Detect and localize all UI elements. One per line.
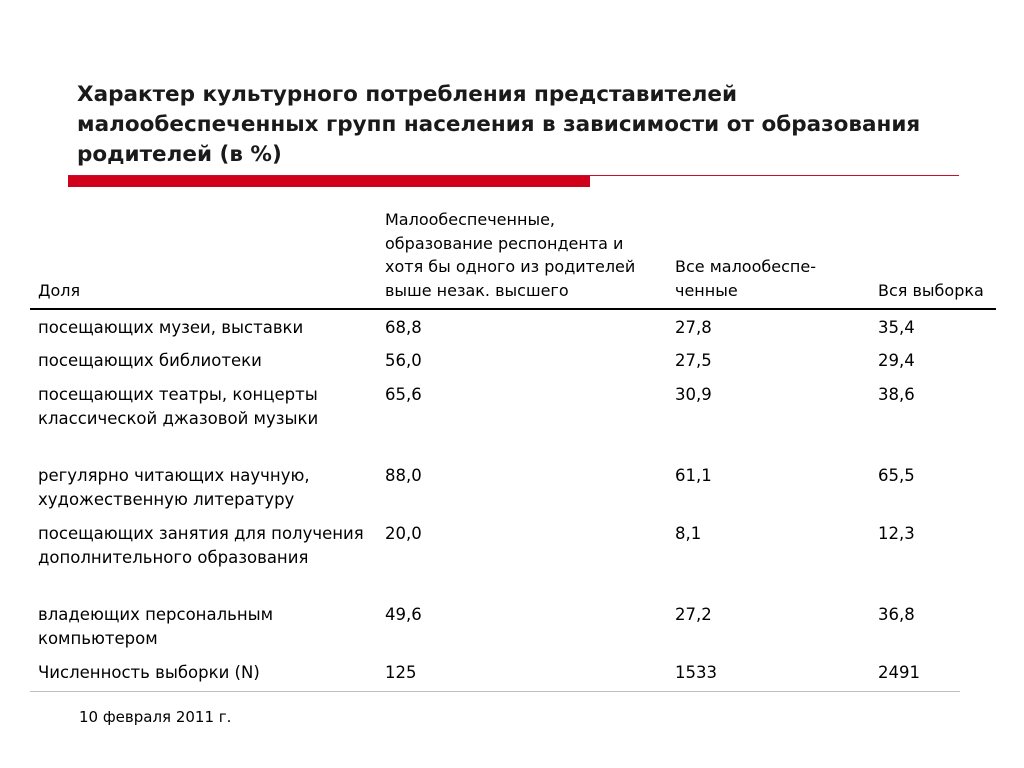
value-all-low-income: 1533 xyxy=(675,663,717,682)
value-whole-sample: 36,8 xyxy=(878,605,915,624)
value-low-income-educated: 68,8 xyxy=(385,318,422,337)
table-row xyxy=(30,310,996,343)
value-whole-sample: 12,3 xyxy=(878,524,915,543)
value-whole-sample: 38,6 xyxy=(878,385,915,404)
value-whole-sample: 2491 xyxy=(878,663,920,682)
header-low-income-educated: Малообеспеченные, образование респондента и хотя бы одного из родителей выше незак. высшего xyxy=(385,210,636,300)
value-low-income-educated: 49,6 xyxy=(385,605,422,624)
value-low-income-educated: 20,0 xyxy=(385,524,422,543)
value-whole-sample: 29,4 xyxy=(878,351,915,370)
row-label: регулярно читающих научную, художественную литературу xyxy=(38,466,310,509)
row-label: Численность выборки (N) xyxy=(38,663,260,682)
table-row xyxy=(30,377,996,458)
table-row xyxy=(30,597,996,655)
row-label: посещающих музеи, выставки xyxy=(38,318,304,337)
header-share: Доля xyxy=(38,280,81,300)
table-header xyxy=(30,190,996,310)
row-label: владеющих персональным компьютером xyxy=(38,605,274,648)
row-label: посещающих театры, концерты классической джазовой музыки xyxy=(38,385,319,428)
data-table xyxy=(30,190,996,692)
value-all-low-income: 30,9 xyxy=(675,385,712,404)
value-whole-sample: 65,5 xyxy=(878,466,915,485)
value-low-income-educated: 56,0 xyxy=(385,351,422,370)
value-all-low-income: 27,8 xyxy=(675,318,712,337)
value-whole-sample: 35,4 xyxy=(878,318,915,337)
header-whole-sample: Вся выборка xyxy=(878,280,984,300)
value-all-low-income: 61,1 xyxy=(675,466,712,485)
title-accent-bar xyxy=(68,176,590,187)
value-all-low-income: 27,5 xyxy=(675,351,712,370)
table-body xyxy=(30,310,996,692)
value-low-income-educated: 125 xyxy=(385,663,417,682)
value-low-income-educated: 88,0 xyxy=(385,466,422,485)
page-title: Характер культурного потребления представителей малообеспеченных групп населения в зависимости от образования родителей (в %) xyxy=(77,82,921,167)
value-all-low-income: 27,2 xyxy=(675,605,712,624)
row-label: посещающих библиотеки xyxy=(38,351,262,370)
header-all-low-income: Все малообеспе-ченные xyxy=(675,257,816,300)
table-row xyxy=(30,458,996,516)
table-row-sample-size xyxy=(30,655,960,692)
value-all-low-income: 8,1 xyxy=(675,524,702,543)
footer-date: 10 февраля 2011 г. xyxy=(79,708,232,726)
value-low-income-educated: 65,6 xyxy=(385,385,422,404)
table-row xyxy=(30,343,996,377)
row-label: посещающих занятия для получения дополнительного образования xyxy=(38,524,364,567)
table-row xyxy=(30,516,996,597)
